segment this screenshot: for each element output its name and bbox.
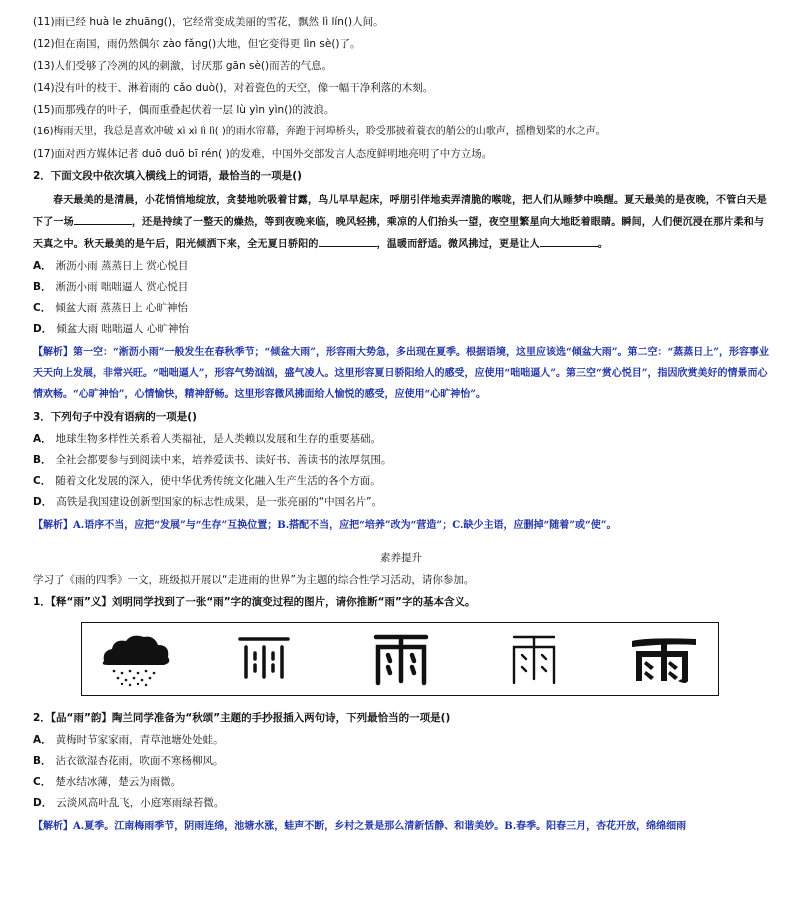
question-3-stem: 3．下列句子中没有语病的一项是() bbox=[33, 411, 197, 423]
fill-line-11: (11)雨已经 huà le zhuāng()，它经常变成美丽的雪花，飘然 lì lín()人间。 bbox=[33, 16, 384, 28]
rain-bronze-script-glyph-icon bbox=[370, 631, 432, 687]
rain-clerical-script-glyph-icon bbox=[628, 631, 700, 687]
q2-option-c[interactable]: C． 倾盆大雨 蒸蒸日上 心旷神怡 bbox=[33, 302, 188, 314]
answer-blank-2[interactable] bbox=[319, 234, 377, 247]
s2-option-b[interactable]: B． 沾衣欲湿杏花雨，吹面不寒杨柳风。 bbox=[33, 755, 224, 767]
question-2-passage bbox=[33, 190, 769, 256]
s1-stem: 1．【释“雨”义】刘明同学找到了一张“雨”字的演变过程的图片，请你推断“雨”字的基本含义。 bbox=[33, 596, 476, 608]
q3-option-c[interactable]: C． 随着文化发展的深入，使中华优秀传统文化融入生产生活的各个方面。 bbox=[33, 475, 381, 487]
s2-analysis: 【解析】A.夏季。江南梅雨季节，阴雨连绵，池塘水涨，蛙声不断，乡村之景是那么清新恬静、和谐美妙。B.春季。阳春三月，杏花开放，绵绵细雨 bbox=[33, 821, 687, 832]
section-title: 素养提升 bbox=[380, 552, 422, 564]
fill-line-12: (12)但在南国，雨仍然偶尔 zào fǎng()大地，但它变得更 lìn sè()了。 bbox=[33, 38, 361, 50]
s2-stem: 2．【品“雨”韵】陶兰同学准备为“秋颂”主题的手抄报插入两句诗，下列最恰当的一项是() bbox=[33, 712, 451, 724]
passage-part-a: 春天最美的是清晨，小花悄悄地绽放，贪婪地吮吸着甘露，鸟儿早早起床，呼朋引伴地卖弄清脆的喉咙，把人们从睡梦中唤醒。夏天最美的是夜晚，不管白天是下了一场 bbox=[33, 195, 767, 228]
q2-option-b[interactable]: B． 淅沥小雨 咄咄逼人 赏心悦目 bbox=[33, 281, 189, 293]
rain-oracle-bone-glyph-icon bbox=[234, 631, 294, 687]
rain-pictograph-icon bbox=[96, 631, 176, 687]
q3-option-b[interactable]: B． 全社会都要参与到阅读中来，培养爱读书、读好书、善读书的浓厚氛围。 bbox=[33, 454, 392, 466]
fill-line-16: (16)梅雨天里，我总是喜欢冲破 xì xì lì lì( )的雨水帘幕，奔跑于河埠桥头，聆受那披着蓑衣的艄公的山歌声，摇橹划桨的水之声。 bbox=[33, 126, 606, 137]
q3-option-d[interactable]: D． 高铁是我国建设创新型国家的标志性成果，是一张亮丽的“中国名片”。 bbox=[33, 496, 383, 508]
answer-blank-3[interactable] bbox=[540, 234, 598, 247]
fill-line-15: (15)而那残存的叶子，偶而重叠起伏着一层 lù yìn yìn()的波浪。 bbox=[33, 104, 335, 116]
q2-option-a[interactable]: A． 淅沥小雨 蒸蒸日上 赏心悦目 bbox=[33, 260, 189, 272]
s2-option-c[interactable]: C． 楚水结冰薄，楚云为雨微。 bbox=[33, 776, 182, 788]
rain-character-evolution-figure bbox=[81, 622, 719, 696]
s2-option-d[interactable]: D． 云淡风高叶乱飞，小庭寒雨绿苔微。 bbox=[33, 797, 225, 809]
answer-blank-1[interactable] bbox=[74, 212, 132, 225]
fill-line-17: (17)面对西方媒体记者 duō duō bī rén( )的发难，中国外交部发言人态度鲜明地亮明了中方立场。 bbox=[33, 148, 493, 160]
passage-part-d: 。 bbox=[597, 239, 609, 250]
q3-analysis: 【解析】A.语序不当，应把“发展”与“生存”互换位置；B.搭配不当，应把“培养”改为“营造”；C.缺少主语，应删掉“随着”或“使”。 bbox=[33, 520, 617, 531]
fill-line-13: (13)人们受够了冷冽的风的刺激，讨厌那 gān sè()而苦的气息。 bbox=[33, 60, 333, 72]
fill-line-14: (14)没有叶的枝干、淋着雨的 cǎo duò()，对着瓷色的天空，像一幅干净利落的木刻。 bbox=[33, 82, 434, 94]
rain-seal-script-glyph-icon bbox=[506, 631, 562, 687]
s2-option-a[interactable]: A． 黄梅时节家家雨，青草池塘处处蛙。 bbox=[33, 734, 224, 746]
section-intro: 学习了《雨的四季》一文，班级拟开展以“走进雨的世界”为主题的综合性学习活动，请你参加。 bbox=[33, 574, 475, 586]
worksheet-page bbox=[33, 14, 769, 837]
q2-option-d[interactable]: D． 倾盆大雨 咄咄逼人 心旷神怡 bbox=[33, 323, 189, 335]
passage-part-c: ，温暖而舒适。微风拂过，更是让人 bbox=[376, 239, 540, 250]
passage-part-b: ，还是持续了一整天的燥热，等到夜晚来临，晚风轻拂，乘凉的人们抬头一望，夜空里繁星向大地眨着眼睛。瞬间，人们便沉浸在那片柔和与天真之中。秋天最美的是午后，阳光倾洒下来，全无夏日骄阳的 bbox=[33, 217, 765, 250]
q2-analysis: 【解析】第一空：“淅沥小雨”一般发生在春秋季节；“倾盆大雨”，形容雨大势急，多出现在夏季。根据语境，这里应该选“倾盆大雨”。第二空：“蒸蒸日上”，形容事业天天向上发展，非常兴旺。“咄咄逼人”，形容气势汹汹，盛气凌人。这里形容夏日骄阳给人的感受，应使用“咄咄逼人”。第三空“赏心悦目”，指因欣赏美好的情景而心情欢畅。“心旷神怡”，心情愉快，精神舒畅。这里形容微风拂面给人愉悦的感受，应使用“心旷神怡”。 bbox=[33, 347, 770, 400]
q3-option-a[interactable]: A． 地球生物多样性关系着人类福祉，是人类赖以发展和生存的重要基础。 bbox=[33, 433, 382, 445]
question-2-stem: 2．下面文段中依次填入横线上的词语，最恰当的一项是() bbox=[33, 170, 302, 182]
